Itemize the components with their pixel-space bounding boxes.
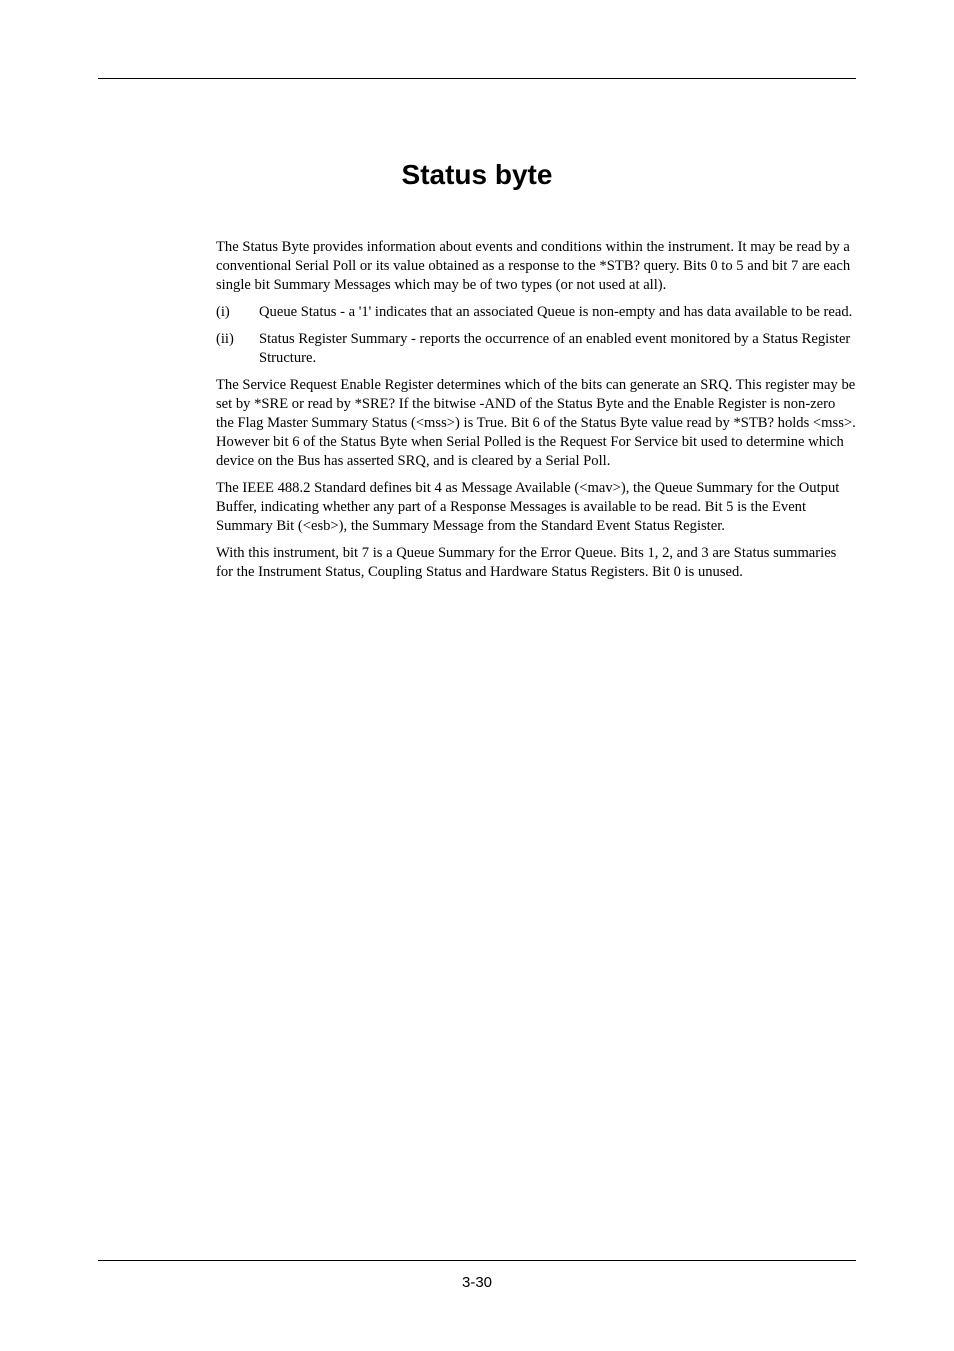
paragraph-service-request: The Service Request Enable Register determines which of the bits can generate an SRQ. This register may be set by *SRE or read by *SRE? If the bitwise -AND of the Status Byte and the Enable Register is non-zero the Flag Master Summary Status (<mss>) is True. Bit 6 of the Status Byte value read by *STB? holds <mss>. However bit 6 of the Status Byte when Serial Polled is the Request For Service bit used to determine which device on the Bus has asserted SRQ, and is cleared by a Serial Poll. xyxy=(216,377,856,469)
list-item xyxy=(216,330,856,368)
page-number: 3-30 xyxy=(461,1274,493,1291)
paragraph-instrument: With this instrument, bit 7 is a Queue Summary for the Error Queue. Bits 1, 2, and 3 are Status summaries for the Instrument Status, Coupling Status and Hardware Status Registers. Bit 0 is unused. xyxy=(216,545,837,580)
footer-rule xyxy=(98,1260,856,1261)
list-item-text: Queue Status - a '1' indicates that an associated Queue is non-empty and has data available to be read. xyxy=(259,304,853,320)
list-item-label: (ii) xyxy=(216,331,234,347)
document-body xyxy=(216,238,856,590)
page-title: Status byte xyxy=(401,159,553,190)
paragraph-intro: The Status Byte provides information about events and conditions within the instrument. It may be read by a conventional Serial Poll or its value obtained as a response to the *STB? query. Bits 0 to 5 and bit 7 are each single bit Summary Messages which may be of two types (or not used at all). xyxy=(216,239,851,293)
list-item xyxy=(216,303,856,322)
header-rule xyxy=(98,78,856,79)
list-item-label: (i) xyxy=(216,304,230,320)
list-item-text: Status Register Summary - reports the occurrence of an enabled event monitored by a Status Register Structure. xyxy=(259,331,851,366)
paragraph-ieee: The IEEE 488.2 Standard defines bit 4 as Message Available (<mav>), the Queue Summary for the Output Buffer, indicating whether any part of a Response Messages is available to be read. Bit 5 is the Event Summary Bit (<esb>), the Summary Message from the Standard Event Status Register. xyxy=(216,480,840,534)
